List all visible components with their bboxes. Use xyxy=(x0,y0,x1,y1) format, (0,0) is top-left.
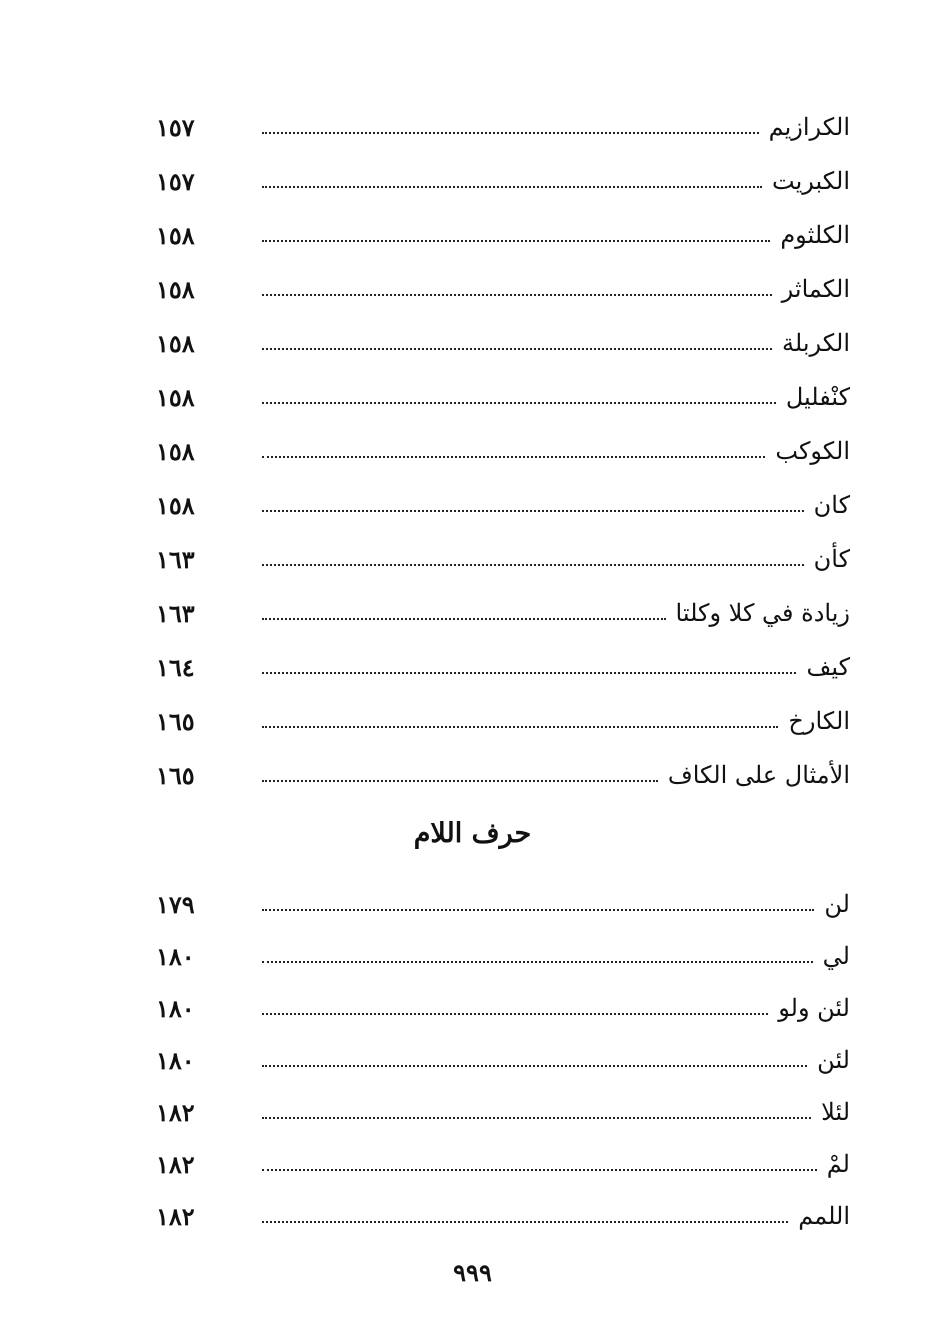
index-entry xyxy=(150,316,850,370)
entry-term: كنْفليل xyxy=(785,383,850,411)
dot-leader xyxy=(262,1013,768,1015)
entry-term: كأن xyxy=(813,545,850,573)
entry-term: كيف xyxy=(806,653,850,681)
entry-page-number: ١٦٣ xyxy=(156,598,195,628)
entry-term: لئن ولو xyxy=(778,994,850,1022)
dot-leader xyxy=(262,564,804,566)
entry-page-number: ١٥٨ xyxy=(156,436,195,466)
dot-leader xyxy=(262,402,776,404)
entry-term: كان xyxy=(813,491,850,519)
entry-term: لئلا xyxy=(821,1098,850,1126)
entry-page-number: ١٧٩ xyxy=(156,889,195,919)
index-entries-lam xyxy=(150,878,850,1242)
section-heading: حرف اللام xyxy=(413,818,532,849)
index-entry xyxy=(150,100,850,154)
dot-leader xyxy=(262,780,658,782)
entry-page-number: ١٦٥ xyxy=(156,706,195,736)
entry-page-number: ١٨٢ xyxy=(156,1149,195,1179)
page-number-footer: ٩٩٩ xyxy=(453,1258,492,1287)
index-entry xyxy=(150,1086,850,1138)
index-entry xyxy=(150,930,850,982)
index-entry xyxy=(150,1138,850,1190)
dot-leader xyxy=(262,961,813,963)
index-entry xyxy=(150,640,850,694)
entry-term: لن xyxy=(824,890,850,918)
dot-leader xyxy=(262,456,765,458)
index-entry xyxy=(150,1034,850,1086)
entry-page-number: ١٥٨ xyxy=(156,220,195,250)
entry-term: الكارخ xyxy=(788,707,850,735)
entry-page-number: ١٥٧ xyxy=(156,166,195,196)
index-entries-kaf xyxy=(150,100,850,802)
entry-page-number: ١٦٣ xyxy=(156,544,195,574)
entry-term: الكلثوم xyxy=(780,221,850,249)
entry-term: لمْ xyxy=(826,1150,850,1178)
index-entry xyxy=(150,694,850,748)
entry-page-number: ١٥٧ xyxy=(156,112,195,142)
index-entry xyxy=(150,262,850,316)
entry-page-number: ١٥٨ xyxy=(156,382,195,412)
dot-leader xyxy=(262,1065,807,1067)
index-entry xyxy=(150,154,850,208)
entry-term: الكماثر xyxy=(781,275,850,303)
dot-leader xyxy=(262,132,759,134)
index-entry xyxy=(150,532,850,586)
index-entry xyxy=(150,982,850,1034)
dot-leader xyxy=(262,510,804,512)
entry-page-number: ١٨٠ xyxy=(156,1045,195,1075)
entry-term: الكبريت xyxy=(772,167,850,195)
dot-leader xyxy=(262,186,762,188)
entry-page-number: ١٦٤ xyxy=(156,652,195,682)
entry-page-number: ١٨٠ xyxy=(156,941,195,971)
entry-page-number: ١٥٨ xyxy=(156,490,195,520)
index-entry xyxy=(150,370,850,424)
index-entry xyxy=(150,424,850,478)
entry-term: الكرازيم xyxy=(768,113,850,141)
entry-page-number: ١٥٨ xyxy=(156,274,195,304)
dot-leader xyxy=(262,1169,817,1171)
dot-leader xyxy=(262,672,796,674)
entry-term: الكوكب xyxy=(775,437,850,465)
dot-leader xyxy=(262,909,814,911)
entry-page-number: ١٨٢ xyxy=(156,1097,195,1127)
dot-leader xyxy=(262,618,666,620)
entry-page-number: ١٨٠ xyxy=(156,993,195,1023)
index-entry xyxy=(150,878,850,930)
index-entry xyxy=(150,1190,850,1242)
dot-leader xyxy=(262,240,770,242)
entry-term: لئن xyxy=(817,1046,850,1074)
index-entry xyxy=(150,748,850,802)
entry-term: زيادة في كلا وكلتا xyxy=(675,599,850,627)
entry-page-number: ١٥٨ xyxy=(156,328,195,358)
dot-leader xyxy=(262,1221,788,1223)
entry-page-number: ١٦٥ xyxy=(156,760,195,790)
dot-leader xyxy=(262,294,772,296)
entry-term: الأمثال على الكاف xyxy=(667,761,850,789)
entry-term: الكربلة xyxy=(782,329,850,357)
dot-leader xyxy=(262,348,772,350)
entry-term: اللمم xyxy=(798,1202,850,1230)
index-entry xyxy=(150,586,850,640)
entry-page-number: ١٨٢ xyxy=(156,1201,195,1231)
index-entry xyxy=(150,478,850,532)
dot-leader xyxy=(262,1117,811,1119)
dot-leader xyxy=(262,726,778,728)
entry-term: لي xyxy=(822,942,850,970)
index-entry xyxy=(150,208,850,262)
